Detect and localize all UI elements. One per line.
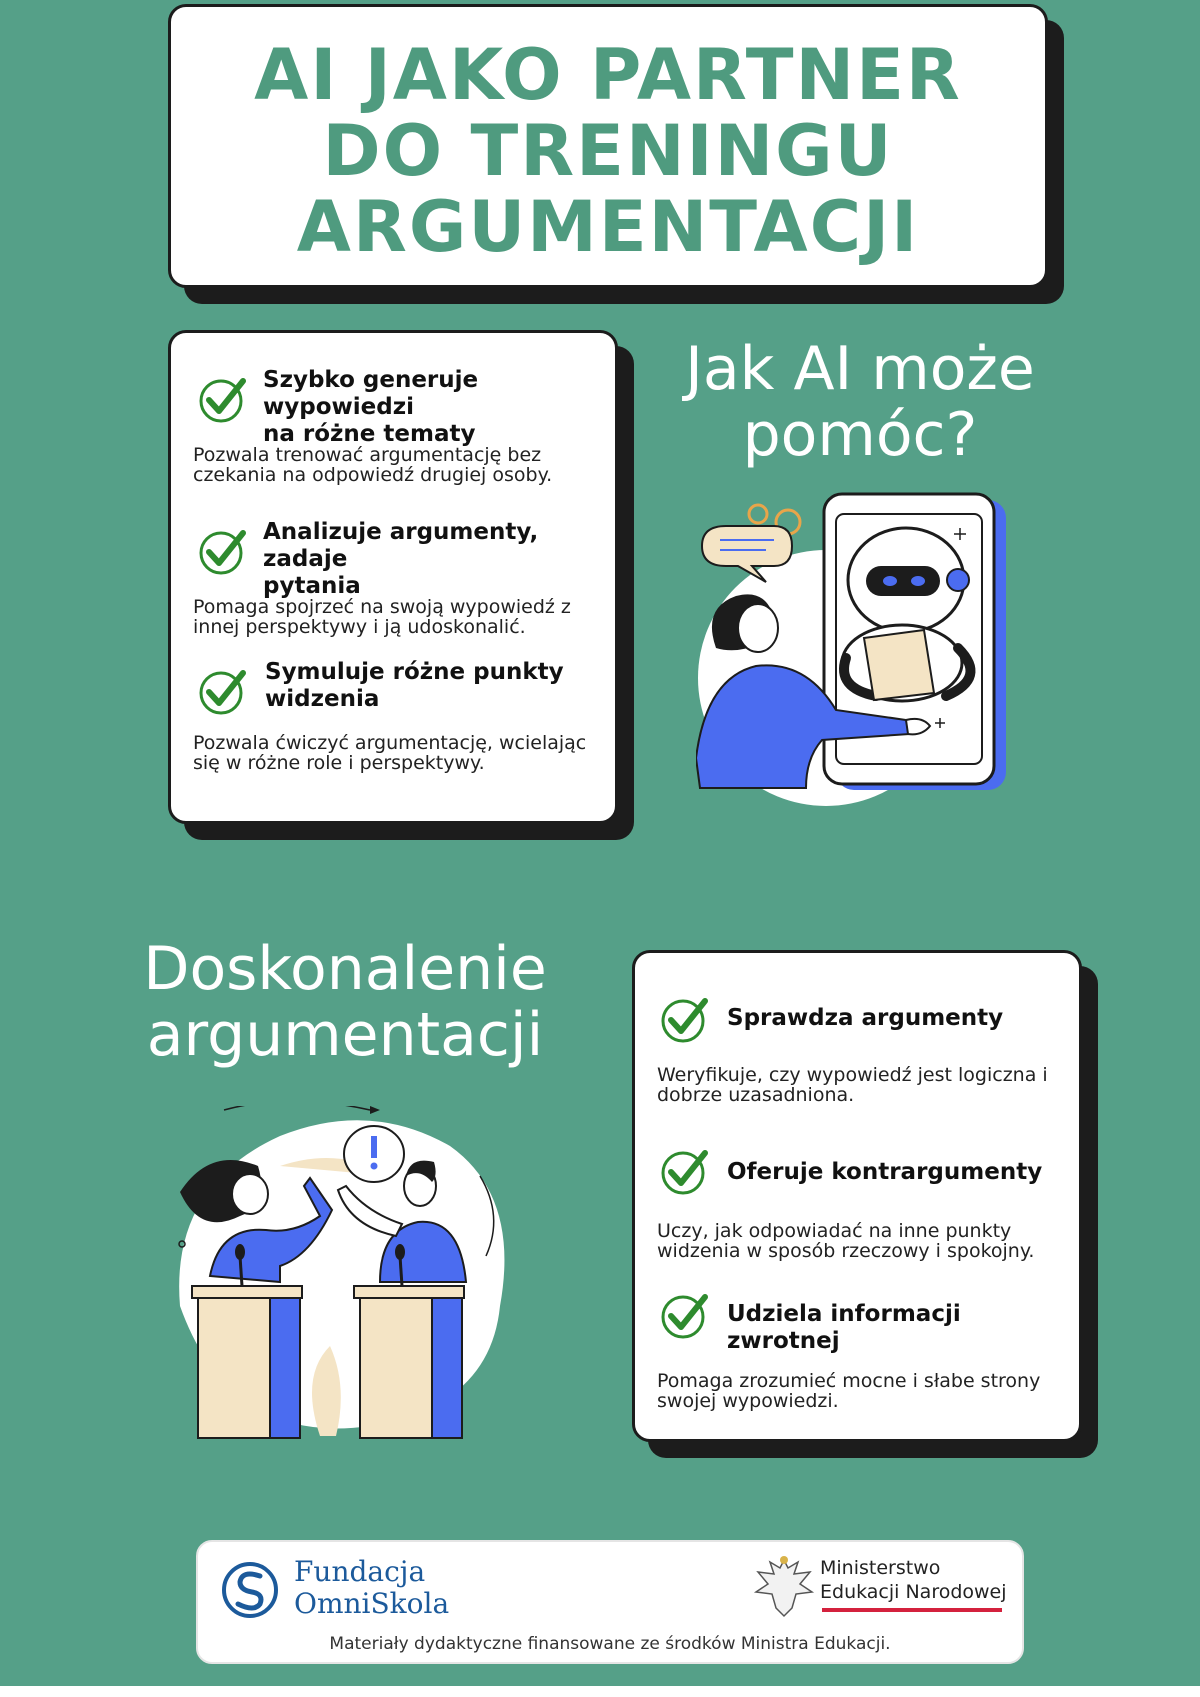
- improvement-description: Weryfikuje, czy wypowiedź jest logiczna i dobrze uzasadniona.: [657, 1064, 1048, 1106]
- section-heading-improve: Doskonalenie argumentacji: [143, 934, 547, 1070]
- benefit-title: Szybko generuje wypowiedzi na różne tematy: [263, 367, 479, 447]
- improvement-description: Pomaga zrozumieć mocne i słabe strony swojej wypowiedzi.: [657, 1370, 1041, 1412]
- title-card: [168, 4, 1048, 288]
- debate-illustration: [170, 1106, 520, 1446]
- check-icon: [197, 525, 249, 577]
- improvement-title: Udziela informacji zwrotnej: [727, 1301, 961, 1354]
- improvement-card: [632, 950, 1082, 1442]
- benefit-title: Symuluje różne punkty widzenia: [265, 659, 564, 712]
- title-line-3: ARGUMENTACJI: [296, 186, 920, 268]
- section-heading-help: Jak AI może pomóc?: [685, 334, 1035, 470]
- title-line-1: AI JAKO PARTNER: [254, 34, 962, 116]
- check-icon: [659, 1145, 711, 1197]
- check-icon: [659, 1289, 711, 1341]
- page-title: [171, 7, 1045, 268]
- check-icon: [197, 373, 249, 425]
- improvement-description: Uczy, jak odpowiadać na inne punkty widzenia w sposób rzeczowy i spokojny.: [657, 1220, 1035, 1262]
- funding-credit: Materiały dydaktyczne finansowane ze środków Ministra Edukacji.: [329, 1634, 891, 1654]
- benefits-card: [168, 330, 618, 824]
- check-icon: [197, 665, 249, 717]
- benefit-description: Pomaga spojrzeć na swoją wypowiedź z innej perspektywy i ją udoskonalić.: [193, 596, 571, 638]
- benefit-description: Pozwala ćwiczyć argumentację, wcielając się w różne role i perspektywy.: [193, 732, 587, 774]
- title-line-2: DO TRENINGU: [322, 110, 894, 192]
- ministry-name: Ministerstwo Edukacji Narodowej: [820, 1557, 1007, 1603]
- omniskola-logo: [220, 1560, 280, 1620]
- foundation-name: Fundacja OmniSkola: [294, 1555, 450, 1620]
- improvement-title: Oferuje kontrargumenty: [727, 1159, 1043, 1185]
- footer-sponsors: [196, 1540, 1024, 1664]
- polish-eagle-emblem: [752, 1552, 816, 1622]
- improvement-title: Sprawdza argumenty: [727, 1005, 1004, 1031]
- bottom-margin: [0, 1686, 1200, 1697]
- check-icon: [659, 993, 711, 1045]
- benefit-description: Pozwala trenować argumentację bez czekania na odpowiedź drugiej osoby.: [193, 444, 553, 486]
- benefit-title: Analizuje argumenty, zadaje pytania: [263, 519, 539, 599]
- robot-tablet-illustration: [696, 488, 1026, 818]
- ministry-flag-stripe: [822, 1608, 1002, 1612]
